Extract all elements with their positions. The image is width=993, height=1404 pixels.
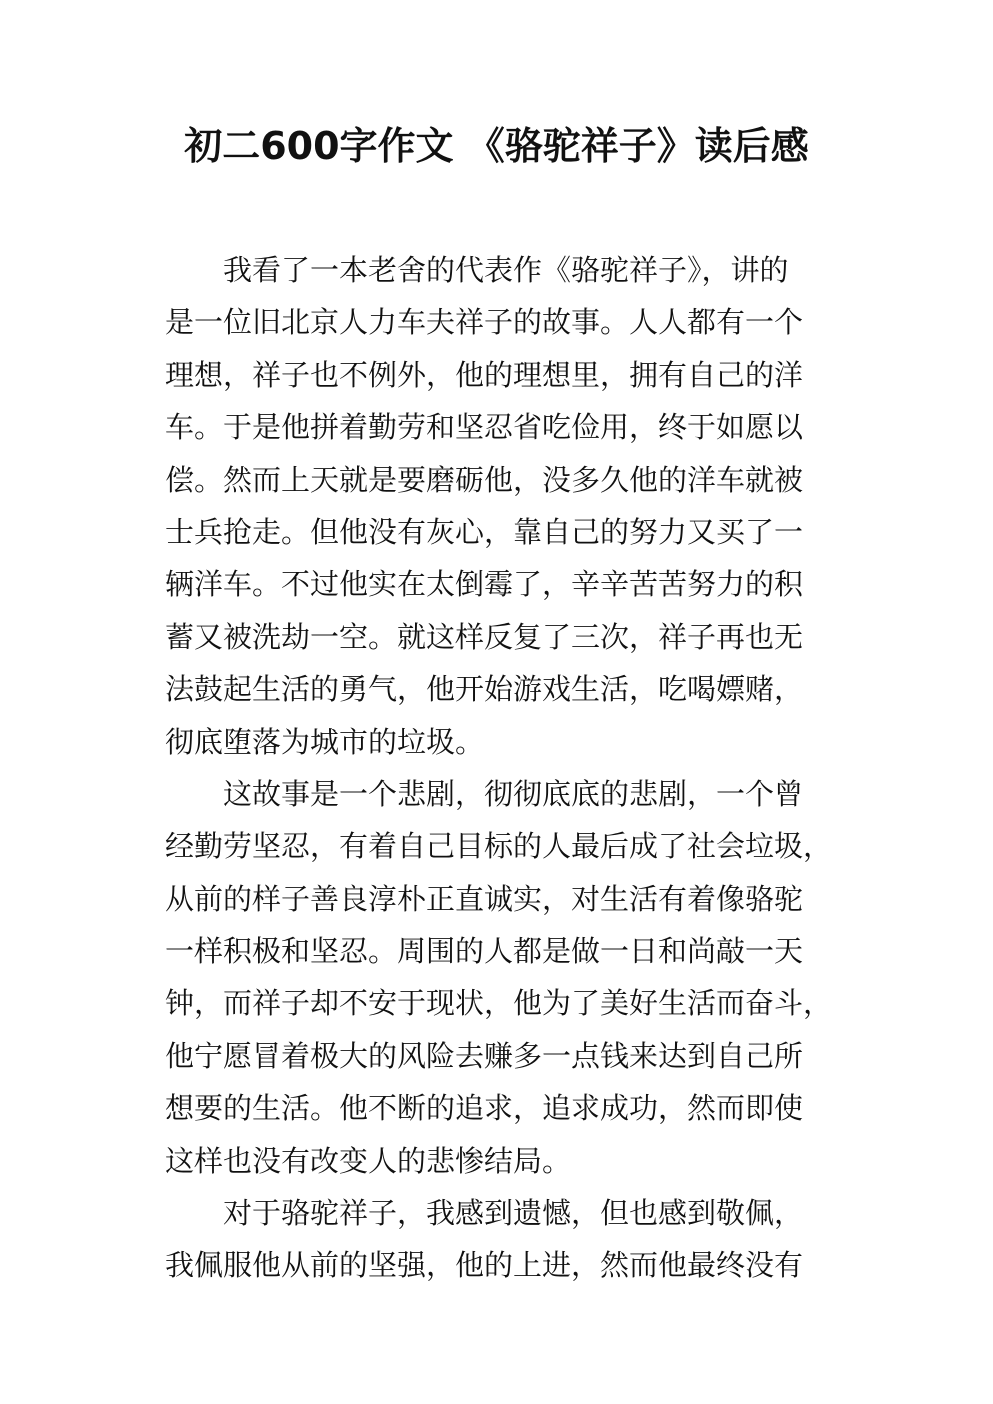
paragraph-line: 经勤劳坚忍，有着自己目标的人最后成了社会垃圾， [165, 829, 833, 864]
paragraph-line: 辆洋车。不过他实在太倒霉了，辛辛苦苦努力的积 [165, 567, 804, 602]
paragraph-line: 理想，祥子也不例外，他的理想里，拥有自己的洋 [165, 357, 804, 392]
paragraph-line: 偿。然而上天就是要磨砺他，没多久他的洋车就被 [165, 462, 804, 497]
paragraph-line: 他宁愿冒着极大的风险去赚多一点钱来达到自己所 [165, 1038, 804, 1073]
paragraph-line: 一样积极和坚忍。周围的人都是做一日和尚敲一天 [165, 934, 804, 969]
paragraph-line: 对于骆驼祥子，我感到遗憾，但也感到敬佩， [223, 1196, 804, 1231]
document-title: 初二600字作文 《骆驼祥子》读后感 [184, 124, 809, 168]
paragraph-3 [165, 1187, 837, 1292]
paragraph-line: 这故事是一个悲剧，彻彻底底的悲剧，一个曾 [223, 776, 804, 811]
paragraph-line: 彻底堕落为城市的垃圾。 [165, 724, 485, 759]
paragraph-line: 我看了一本老舍的代表作《骆驼祥子》，讲的 [223, 253, 789, 287]
paragraph-line: 我佩服他从前的坚强，他的上进，然而他最终没有 [165, 1248, 804, 1283]
paragraph-line: 是一位旧北京人力车夫祥子的故事。人人都有一个 [165, 305, 804, 340]
paragraph-2 [165, 768, 837, 1187]
document-body [165, 244, 837, 1292]
paragraph-line: 从前的样子善良淳朴正直诚实，对生活有着像骆驼 [165, 881, 804, 916]
paragraph-line: 想要的生活。他不断的追求，追求成功，然而即使 [165, 1091, 804, 1126]
paragraph-1 [165, 244, 837, 768]
paragraph-line: 蓄又被洗劫一空。就这样反复了三次，祥子再也无 [165, 619, 804, 654]
paragraph-line: 法鼓起生活的勇气，他开始游戏生活，吃喝嫖赌， [165, 672, 804, 707]
paragraph-line: 钟，而祥子却不安于现状，他为了美好生活而奋斗， [165, 986, 833, 1021]
paragraph-line: 这样也没有改变人的悲惨结局。 [165, 1143, 572, 1178]
paragraph-line: 车。于是他拼着勤劳和坚忍省吃俭用，终于如愿以 [165, 410, 804, 445]
paragraph-line: 士兵抢走。但他没有灰心，靠自己的努力又买了一 [165, 514, 804, 549]
